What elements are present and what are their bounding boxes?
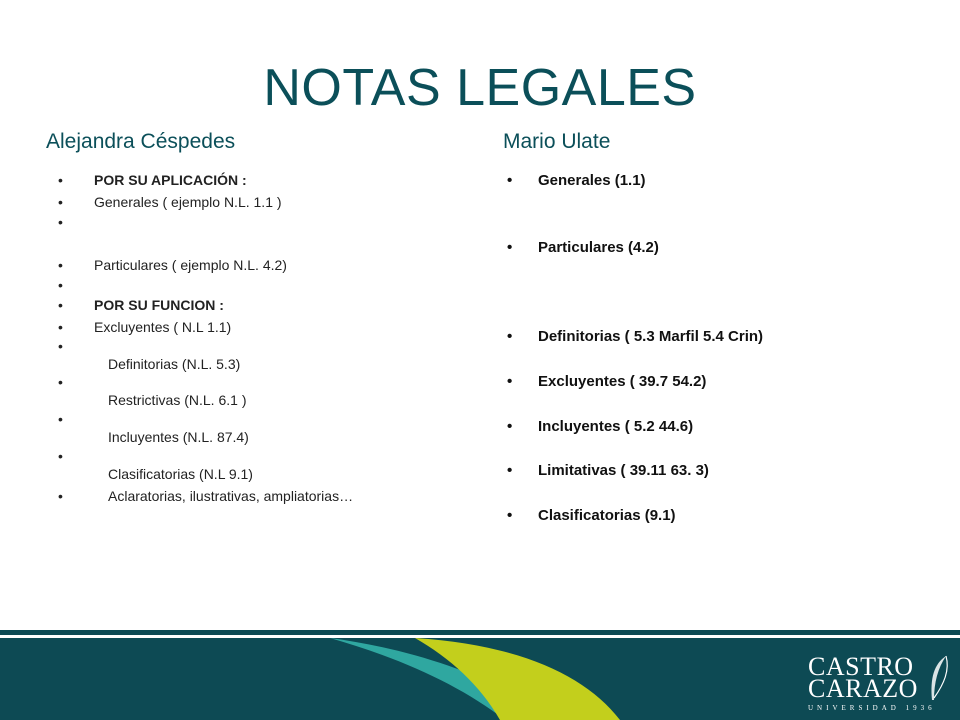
logo-line-3 [808,704,936,712]
bullet-icon: • [507,507,513,524]
bullet-icon: • [507,418,513,435]
list-item-text: Restrictivas (N.L. 6.1 ) [108,392,247,408]
list-item-text: POR SU APLICACIÓN : [94,172,247,188]
list-item-text: Incluyentes ( 5.2 44.6) [538,418,694,435]
list-item-text: Incluyentes (N.L. 87.4) [108,429,249,445]
bullet-icon: • [58,277,63,293]
list-item-text: Aclaratorias, ilustrativas, ampliatorias… [108,488,354,504]
bullet-icon: • [58,319,63,335]
list-item-text: Excluyentes ( N.L 1.1) [94,319,232,335]
bullet-icon: • [58,374,63,390]
footer-white-line [0,635,960,638]
bullet-icon: • [58,411,63,427]
quill-icon [924,654,952,706]
list-item-text: Definitorias (N.L. 5.3) [108,356,241,372]
bullet-icon: • [507,172,513,189]
list-item-text: Definitorias ( 5.3 Marfil 5.4 Crin) [538,328,764,345]
logo-line-2: CARAZO [808,674,918,703]
bullet-icon: • [507,462,513,479]
list-item-text: Excluyentes ( 39.7 54.2) [538,373,707,390]
list-item-text: Limitativas ( 39.11 63. 3) [538,462,709,479]
list-item-text: Generales ( ejemplo N.L. 1.1 ) [94,194,282,210]
list-item-text: Particulares ( ejemplo N.L. 4.2) [94,257,287,273]
left-column-heading: Alejandra Céspedes [46,130,236,153]
list-item-text: POR SU FUNCION : [94,297,224,313]
bullet-icon: • [58,257,63,273]
logo-year: 1936 [905,704,936,712]
list-item-text: Particulares (4.2) [538,239,659,256]
bullet-icon: • [58,194,63,210]
bullet-icon: • [58,338,63,354]
bullet-icon: • [58,214,63,230]
university-logo [808,652,936,712]
bullet-icon: • [58,172,63,188]
list-item-text: Generales (1.1) [538,172,646,189]
bullet-icon: • [507,239,513,256]
bullet-icon: • [58,488,63,504]
bullet-icon: • [507,328,513,345]
list-item-text: Clasificatorias (9.1) [538,507,676,524]
logo-line-1: CASTRO [808,652,914,681]
bullet-icon: • [58,297,63,313]
bullet-icon: • [507,373,513,390]
right-column-heading: Mario Ulate [503,130,611,153]
bullet-icon: • [58,448,63,464]
list-item-text: Clasificatorias (N.L 9.1) [108,466,253,482]
slide-title: NOTAS LEGALES [263,59,697,117]
logo-university: UNIVERSIDAD [808,704,900,712]
